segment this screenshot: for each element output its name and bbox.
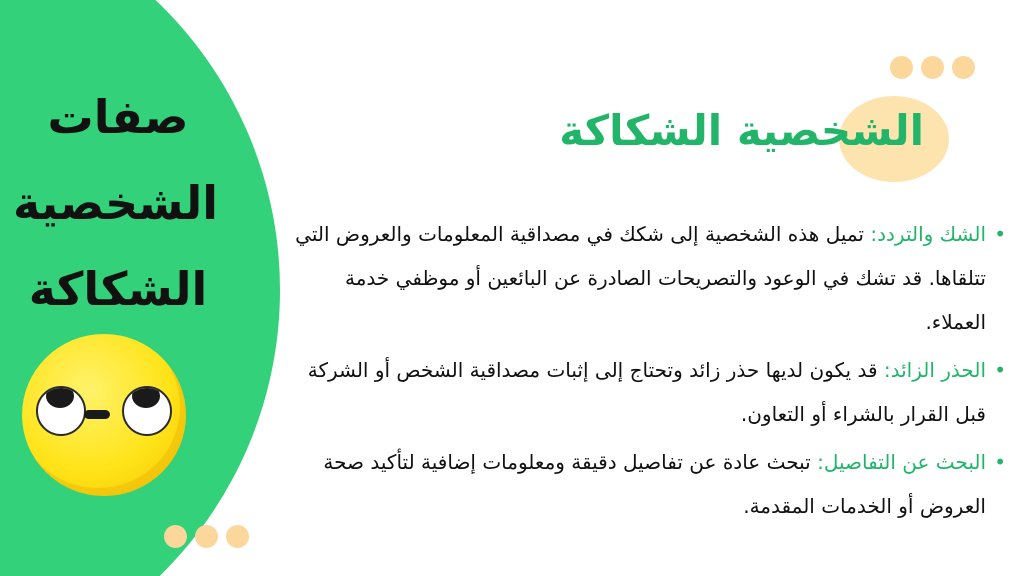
right-eye [122,386,172,436]
bullet-label: الحذر الزائد: [883,358,986,382]
decorative-dots-bottom [164,525,249,548]
side-title-line-1: صفات [47,90,189,144]
bullet-marker: • [994,222,1006,246]
bullet-marker: • [994,358,1006,382]
page-title: الشخصية الشكاكة [559,106,924,155]
decorative-dots-top [890,56,975,79]
bullet-item-details [286,440,1006,528]
bullet-label: البحث عن التفاصيل: [817,450,986,474]
mouth [84,410,110,419]
bullet-list [286,212,1008,532]
bullet-text: تميل هذه الشخصية إلى شكك في مصداقية المعلومات والعروض التي تتلقاها. قد تشك في الوعود والتصريحات الصادرة عن البائعين أو موظفي خدمة العملاء. [295,222,986,334]
bullet-marker: • [994,450,1006,474]
left-eye [36,386,86,436]
bullet-item-doubt [286,212,1006,344]
bullet-item-caution [286,348,1006,436]
bullet-label: الشك والتردد: [870,222,986,246]
side-title-line-3: الشكاكة [28,262,208,316]
suspicious-face-emoji-icon [22,334,186,496]
bullet-text: تبحث عادة عن تفاصيل دقيقة ومعلومات إضافية لتأكيد صحة العروض أو الخدمات المقدمة. [323,450,986,518]
side-title [12,74,218,332]
side-title-line-2: الشخصية [12,176,218,230]
bullet-text: قد يكون لديها حذر زائد وتحتاج إلى إثبات مصداقية الشخص أو الشركة قبل القرار بالشراء أو التعاون. [307,358,986,426]
